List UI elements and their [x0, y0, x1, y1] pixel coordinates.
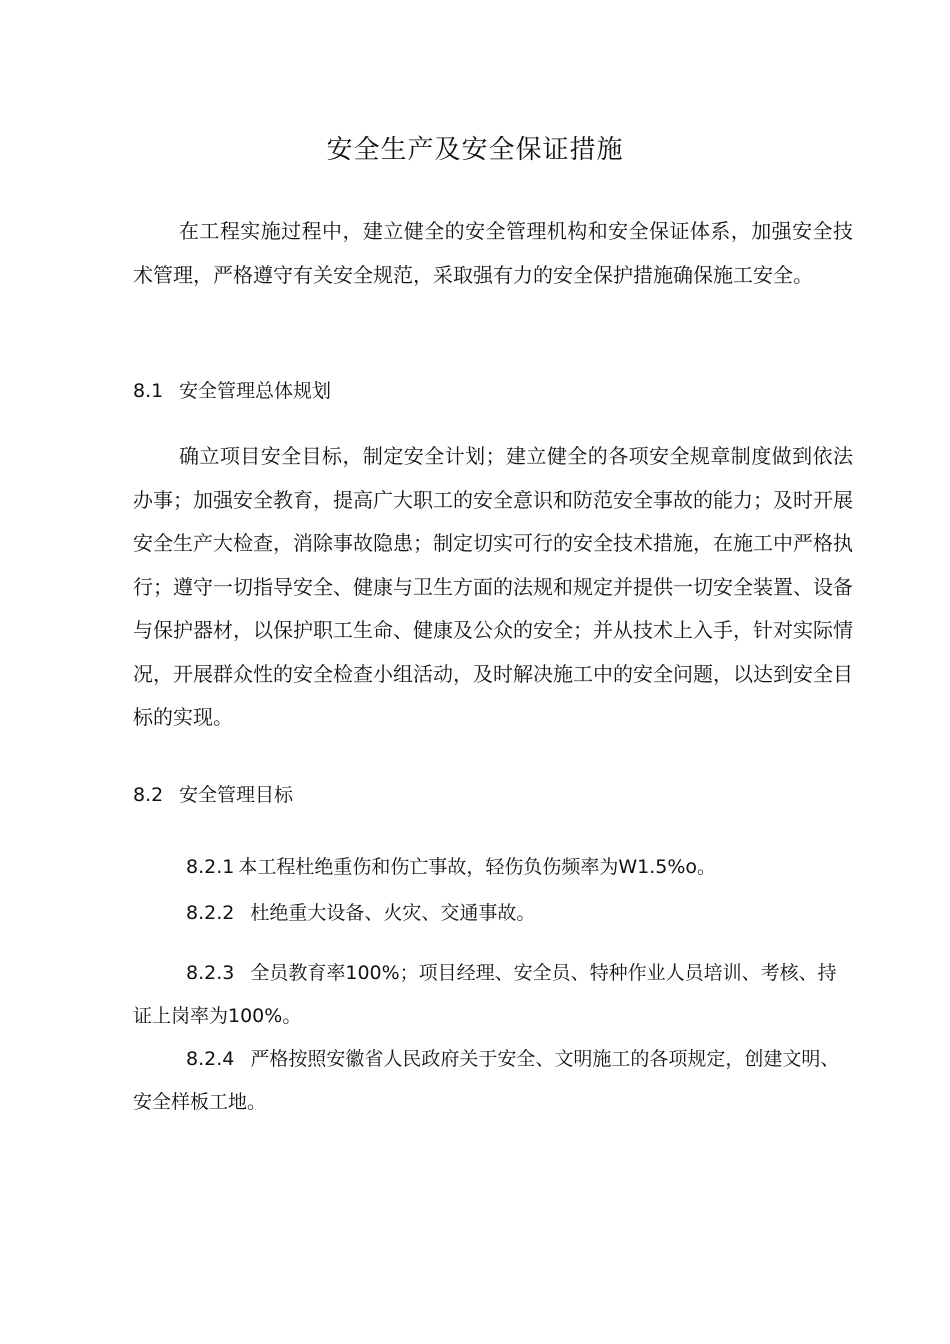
goal-item-number: 8.2.4 [186, 1048, 235, 1070]
section-number: 8.1 [133, 380, 164, 402]
goal-item [133, 952, 853, 1038]
goal-item-text: 全员教育率100%；项目经理、安全员、特种作业人员培训、考核、持证上岗率为100%。 [133, 962, 837, 1027]
section-title: 安全管理总体规划 [179, 380, 332, 402]
goal-item-text: 本工程杜绝重伤和伤亡事故，轻伤负伤频率为W1.5%o。 [238, 856, 717, 878]
intro-paragraph: 在工程实施过程中，建立健全的安全管理机构和安全保证体系，加强安全技术管理，严格遵守有关安全规范，采取强有力的安全保护措施确保施工安全。 [133, 219, 853, 287]
goal-item-number: 8.2.3 [186, 962, 235, 984]
goal-item [133, 1038, 853, 1124]
section-heading-8-2 [133, 780, 853, 810]
goal-item-text: 严格按照安徽省人民政府关于安全、文明施工的各项规定，创建文明、安全样板工地。 [133, 1048, 840, 1113]
section-8-1-paragraph: 确立项目安全目标，制定安全计划；建立健全的各项安全规章制度做到依法办事；加强安全教育，提高广大职工的安全意识和防范安全事故的能力；及时开展安全生产大检查，消除事故隐患；制定切实可行的安全技术措施，在施工中严格执行；遵守一切指导安全、健康与卫生方面的法规和规定并提供一切安全装置、设备与保护器材，以保护职工生命、健康及公众的安全；并从技术上入手，针对实际情况，开展群众性的安全检查小组活动，及时解决施工中的安全问题，以达到安全目标的实现。 [133, 444, 853, 729]
goal-item-number: 8.2.1 [186, 856, 235, 878]
section-title: 安全管理目标 [179, 784, 294, 806]
goal-item [133, 892, 853, 935]
section-number: 8.2 [133, 784, 164, 806]
goal-item-text: 杜绝重大设备、火灾、交通事故。 [250, 902, 536, 924]
goal-item [133, 846, 853, 889]
goal-item-number: 8.2.2 [186, 902, 235, 924]
section-heading-8-1 [133, 376, 853, 406]
document-title: 安全生产及安全保证措施 [326, 135, 624, 165]
